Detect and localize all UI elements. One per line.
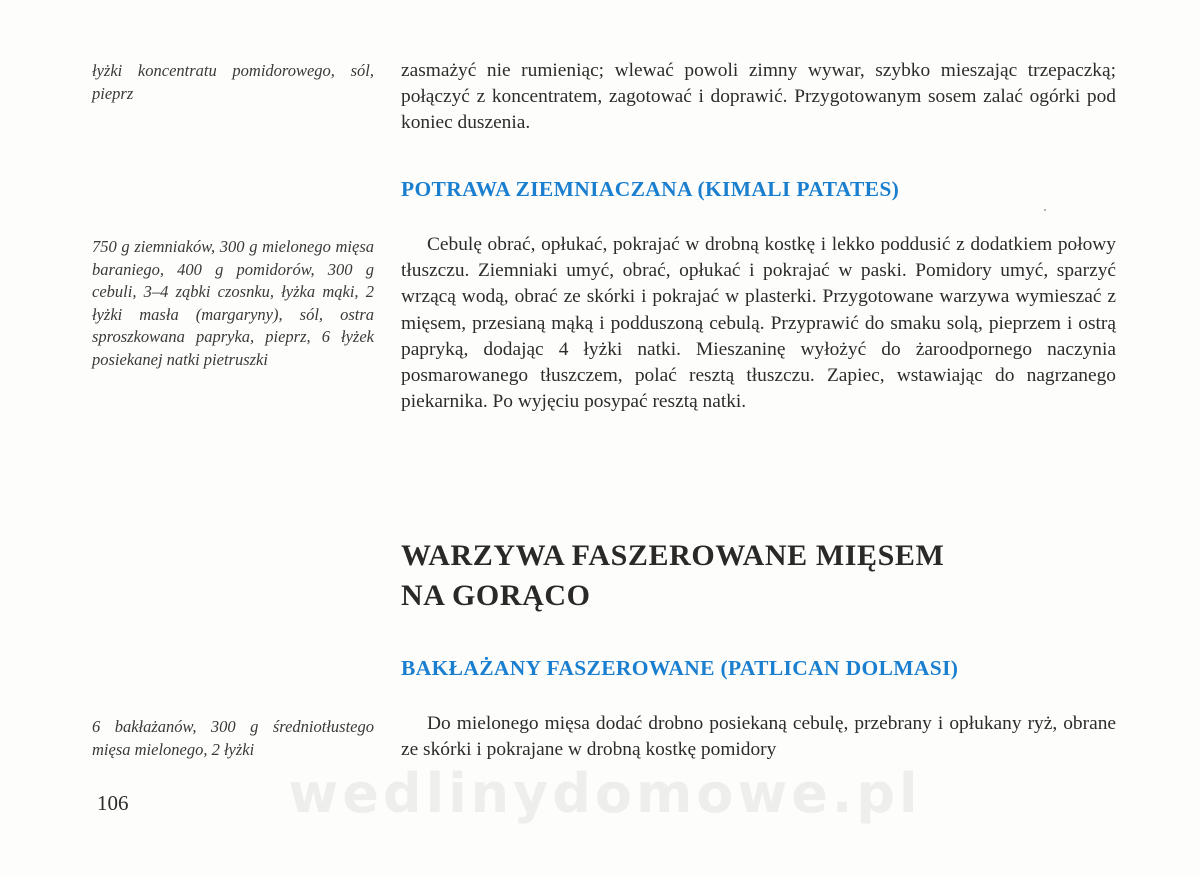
print-speck [1044,209,1046,211]
section-title [401,536,944,616]
ingredients-baklazany: 6 bakłażanów, 300 g średniotłustego mięsa mielonego, 2 łyżki [92,717,374,759]
ingredients-prev-recipe: łyżki koncentratu pomidorowego, sól, pieprz [92,61,374,103]
watermark: wedlinydomowe.pl [288,762,922,825]
recipe-text-potrawa-ziemniaczana: Cebulę obrać, opłukać, pokrajać w drobną kostkę i lekko poddusić z dodatkiem połowy tłuszczu. Ziemniaki umyć, obrać, opłukać i pokrajać w paski. Pomidory umyć, sparzyć wrzącą wodą, obrać ze skórki i pokrajać w plasterki. Przygotowane warzywa wymieszać z mięsem, przesianą mąką i podduszoną cebulą. Przyprawić do smaku solą, pieprzem i ostrą papryką, dodając 4 łyżki natki. Mieszaninę wyłożyć do żaroodpornego naczynia posmarowanego tłuszczem, polać resztą tłuszczu. Zapiec, wstawiając do nagrzanego piekarnika. Po wyjęciu posypać resztą natki. [401,234,1116,413]
recipe-text-baklazany: Do mielonego mięsa dodać drobno posiekaną cebulę, przebrany i opłukany ryż, obrane ze skórki i pokrajane w drobną kostkę pomidory [401,713,1116,761]
recipe-title-potrawa-ziemniaczana: POTRAWA ZIEMNIACZANA (KIMALI PATATES) [401,177,900,201]
page-number: 106 [97,791,129,815]
section-title-line-1: WARZYWA FASZEROWANE MIĘSEM [401,539,945,572]
ingredients-potrawa-ziemniaczana: 750 g ziemniaków, 300 g mielonego mięsa baraniego, 400 g pomidorów, 300 g cebuli, 3–4 ząbki czosnku, łyżka mąki, 2 łyżki masła (margaryny), sól, ostra sproszkowana papryka, pieprz, 6 łyżek posiekanej natki pietruszki [92,237,374,369]
section-title-line-2: NA GORĄCO [401,579,591,612]
prev-recipe-text: zasmażyć nie rumieniąc; wlewać powoli zimny wywar, szybko mieszając trzepaczką; połączyć z koncentratem, zagotować i doprawić. Przygotowanym sosem zalać ogórki pod koniec duszenia. [401,60,1116,134]
recipe-title-baklazany-faszerowane: BAKŁAŻANY FASZEROWANE (PATLICAN DOLMASI) [401,656,959,680]
